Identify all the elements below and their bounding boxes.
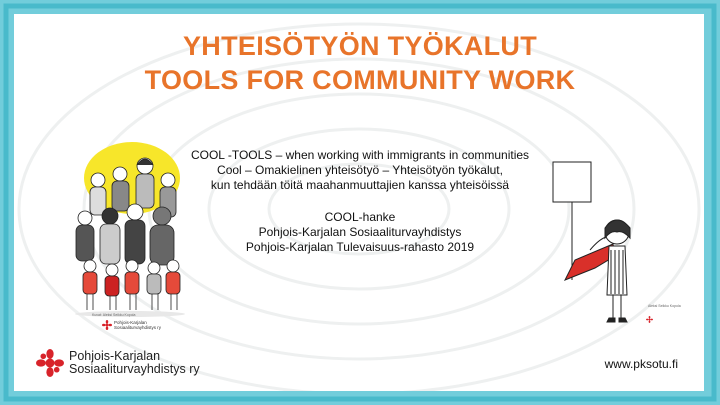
- subtitle-line: Cool – Omakielinen yhteisötyö – Yhteisötyön työkalut,: [217, 163, 503, 177]
- organization-name: Pohjois-Karjalan Sosiaaliturvayhdistys: [258, 225, 462, 239]
- funding-line: Pohjois-Karjalan Tulevaisuus-rahasto 2019: [245, 240, 475, 254]
- subtitle-line: COOL -TOOLS – when working with immigrants in communities: [190, 148, 530, 162]
- small-logo-line: Sosiaaliturvayhdistys ry: [114, 325, 162, 330]
- star-logo-icon: [646, 316, 653, 323]
- small-logo-line: Pohjois-Karjalan: [114, 320, 147, 325]
- logo-line: Sosiaaliturvayhdistys ry: [69, 362, 200, 376]
- logo-line: Pohjois-Karjalan: [69, 349, 161, 363]
- illustration-credit: Kuvat: Aleksi Seikku Kopola: [92, 313, 136, 317]
- illustration-credit-right: Aleksi Seikku Kopola: [648, 304, 681, 308]
- page-title-finnish: YHTEISÖTYÖN TYÖKALUT: [182, 31, 537, 61]
- website-link[interactable]: www.pksotu.fi: [604, 357, 678, 371]
- small-logo-right: [646, 310, 653, 328]
- project-name: COOL-hanke: [324, 210, 396, 224]
- subtitle-line: kun tehdään töitä maahanmuuttajien kanssa yhteisöissä: [210, 178, 510, 192]
- organization-logo: [36, 349, 200, 377]
- page-title-english: TOOLS FOR COMMUNITY WORK: [144, 65, 576, 95]
- star-logo-icon: [36, 349, 64, 377]
- small-logo: [102, 320, 161, 330]
- girl-with-sign-illustration: [535, 160, 665, 330]
- community-group-illustration: [70, 138, 190, 338]
- star-logo-icon: [102, 320, 112, 330]
